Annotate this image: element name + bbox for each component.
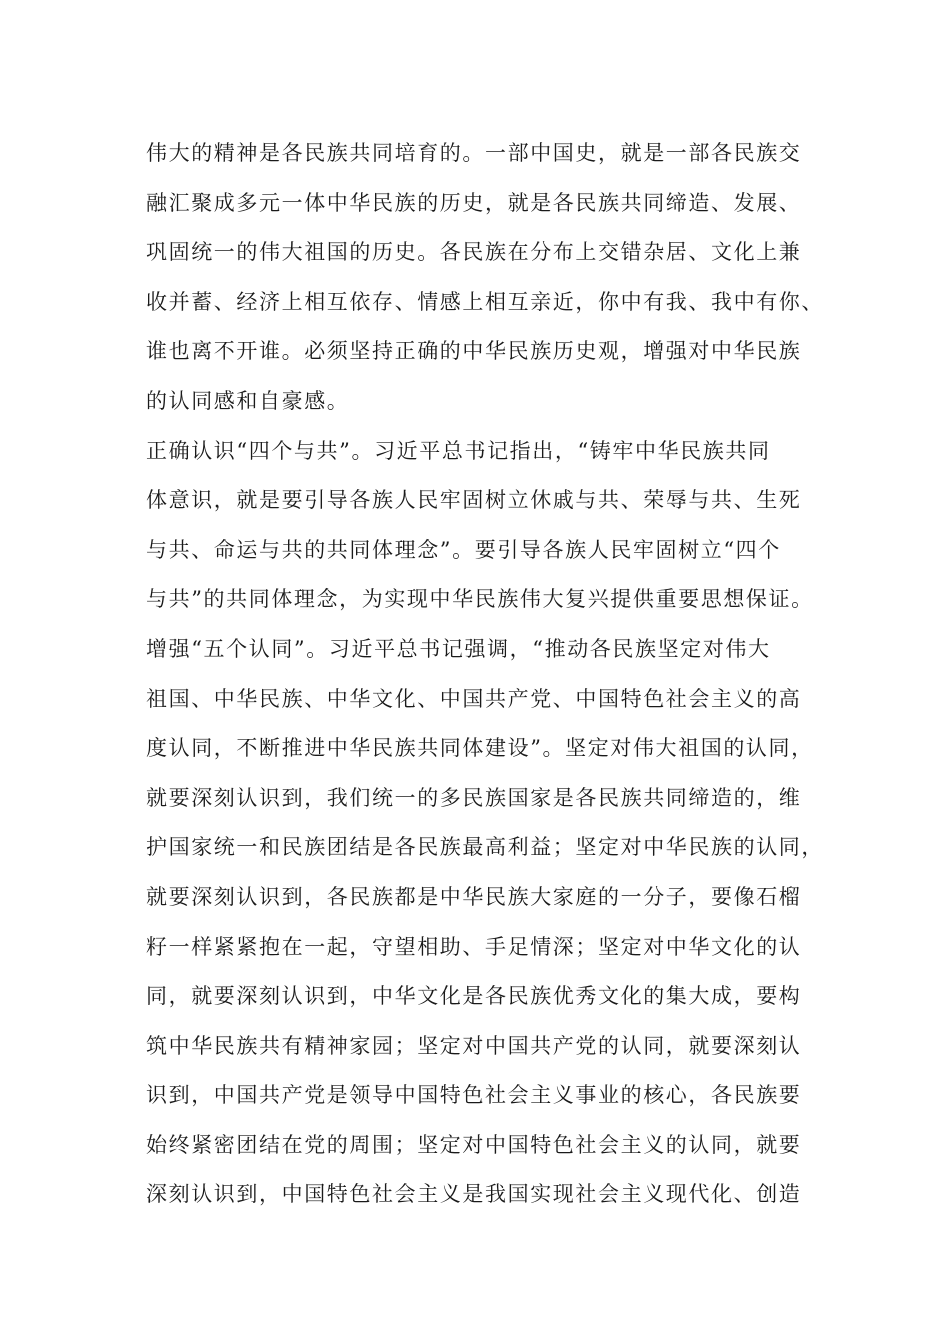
text-line: 就要深刻认识到，我们统一的多民族国家是各民族共同缔造的，维 <box>146 785 802 810</box>
text-line: 祖国、中华民族、中华文化、中国共产党、中国特色社会主义的高 <box>146 686 802 711</box>
text-line: 正确认识“四个与共”。习近平总书记指出，“铸牢中华民族共同 <box>146 438 771 463</box>
text-line: 收并蓄、经济上相互依存、情感上相互亲近，你中有我、我中有你、 <box>146 289 824 314</box>
text-line: 与共、命运与共的共同体理念”。要引导各族人民牢固树立“四个 <box>146 537 781 562</box>
text-line: 巩固统一的伟大祖国的历史。各民族在分布上交错杂居、文化上兼 <box>146 240 802 265</box>
text-line: 的认同感和自豪感。 <box>146 388 350 413</box>
text-line: 始终紧密团结在党的周围；坚定对中国特色社会主义的认同，就要 <box>146 1132 802 1157</box>
body-text <box>146 129 836 1220</box>
text-line: 籽一样紧紧抱在一起，守望相助、手足情深；坚定对中华文化的认 <box>146 934 802 959</box>
text-line: 体意识，就是要引导各族人民牢固树立休戚与共、荣辱与共、生死 <box>146 488 802 513</box>
text-line: 与共”的共同体理念，为实现中华民族伟大复兴提供重要思想保证。 <box>146 587 814 612</box>
text-line: 融汇聚成多元一体中华民族的历史，就是各民族共同缔造、发展、 <box>146 190 802 215</box>
text-line: 伟大的精神是各民族共同培育的。一部中国史，就是一部各民族交 <box>146 141 802 165</box>
text-line: 筑中华民族共有精神家园；坚定对中国共产党的认同，就要深刻认 <box>146 1033 802 1058</box>
text-line: 谁也离不开谁。必须坚持正确的中华民族历史观，增强对中华民族 <box>146 339 802 364</box>
text-line: 度认同，不断推进中华民族共同体建设”。坚定对伟大祖国的认同， <box>146 736 814 761</box>
text-line: 护国家统一和民族团结是各民族最高利益；坚定对中华民族的认同， <box>146 835 824 860</box>
text-line: 就要深刻认识到，各民族都是中华民族大家庭的一分子，要像石榴 <box>146 884 802 909</box>
text-line: 识到，中国共产党是领导中国特色社会主义事业的核心，各民族要 <box>146 1083 802 1108</box>
text-line: 增强“五个认同”。习近平总书记强调，“推动各民族坚定对伟大 <box>146 636 771 661</box>
text-line: 同，就要深刻认识到，中华文化是各民族优秀文化的集大成，要构 <box>146 984 802 1009</box>
text-line: 深刻认识到，中国特色社会主义是我国实现社会主义现代化、创造 <box>146 1182 802 1207</box>
